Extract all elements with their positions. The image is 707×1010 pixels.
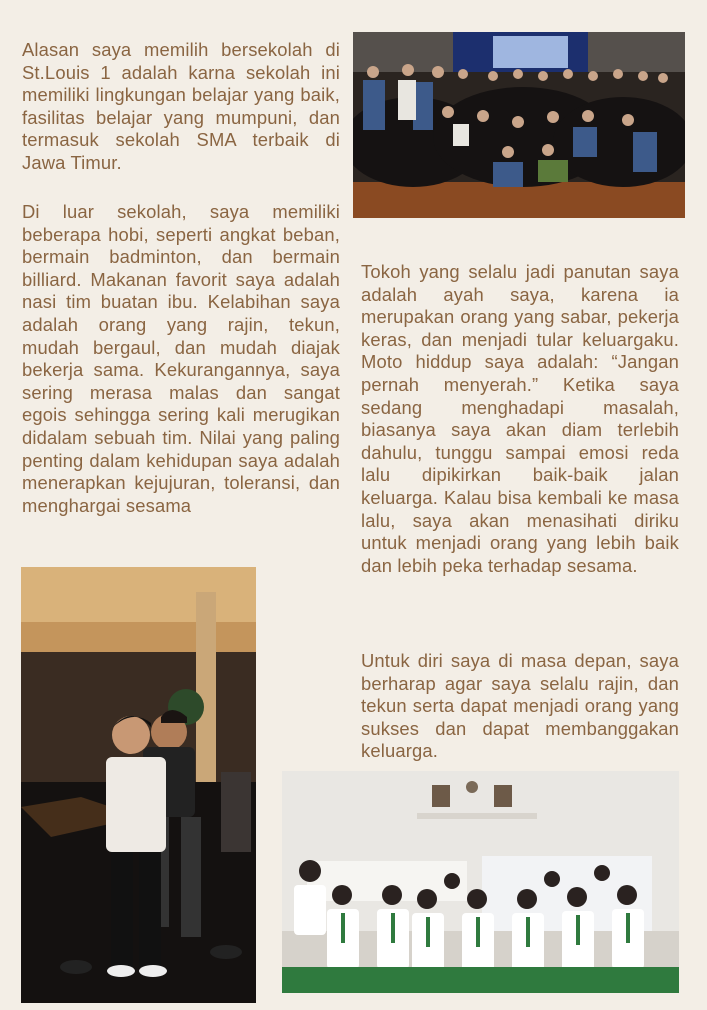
paragraph-hobbies: Di luar sekolah, saya memiliki beberapa hobi, seperti angkat beban, bermain badminton, dan bermain billiard. Makanan favorit saya adalah nasi tim buatan ibu. Kelabihan saya adalah orang yang rajin, tekun, mudah bergaul, dan mudah diajak bekerja sama. Kekurangannya, saya sering merasa malas dan sangat egois sehingga sering kali merugikan didalam sebuah tim. Nilai yang paling penting dalam kehidupan saya adalah menerapkan kejujuran, toleransi, dan menghargai sesama [22, 201, 340, 516]
classroom-group-photo [282, 771, 679, 993]
friends-piggyback-photo-image [21, 567, 256, 1003]
paragraph-future: Untuk diri saya di masa depan, saya berharap agar saya selalu rajin, dan tekun serta dapat menjadi orang yang sukses dan dapat membanggakan keluarga. [361, 650, 679, 762]
group-photo-event-image [353, 32, 685, 218]
paragraph-reason: Alasan saya memilih bersekolah di St.Louis 1 adalah karna sekolah ini memiliki lingkungan belajar yang baik, fasilitas belajar yang mumpuni, dan termasuk sekolah SMA terbaik di Jawa Timur. [22, 39, 340, 173]
paragraph-role-model: Tokoh yang selalu jadi panutan saya adalah ayah saya, karena ia merupakan orang yang sabar, pekerja keras, dan menjadi tular keluargaku. Moto hiddup saya adalah: “Jangan pernah menyerah.” Ketika saya sedang menghadapi masalah, biasanya saya akan diam terlebih dahulu, tunggu sampai emosi reda lalu dipikirkan baik-baik jalan keluarga. Kalau bisa kembali ke masa lalu, saya akan menasihati diriku untuk menjadi orang yang lebih baik dan lebih peka terhadap sesama. [361, 261, 679, 576]
classroom-group-photo-image [282, 771, 679, 993]
friends-piggyback-photo [21, 567, 256, 1003]
group-photo-event [353, 32, 685, 218]
